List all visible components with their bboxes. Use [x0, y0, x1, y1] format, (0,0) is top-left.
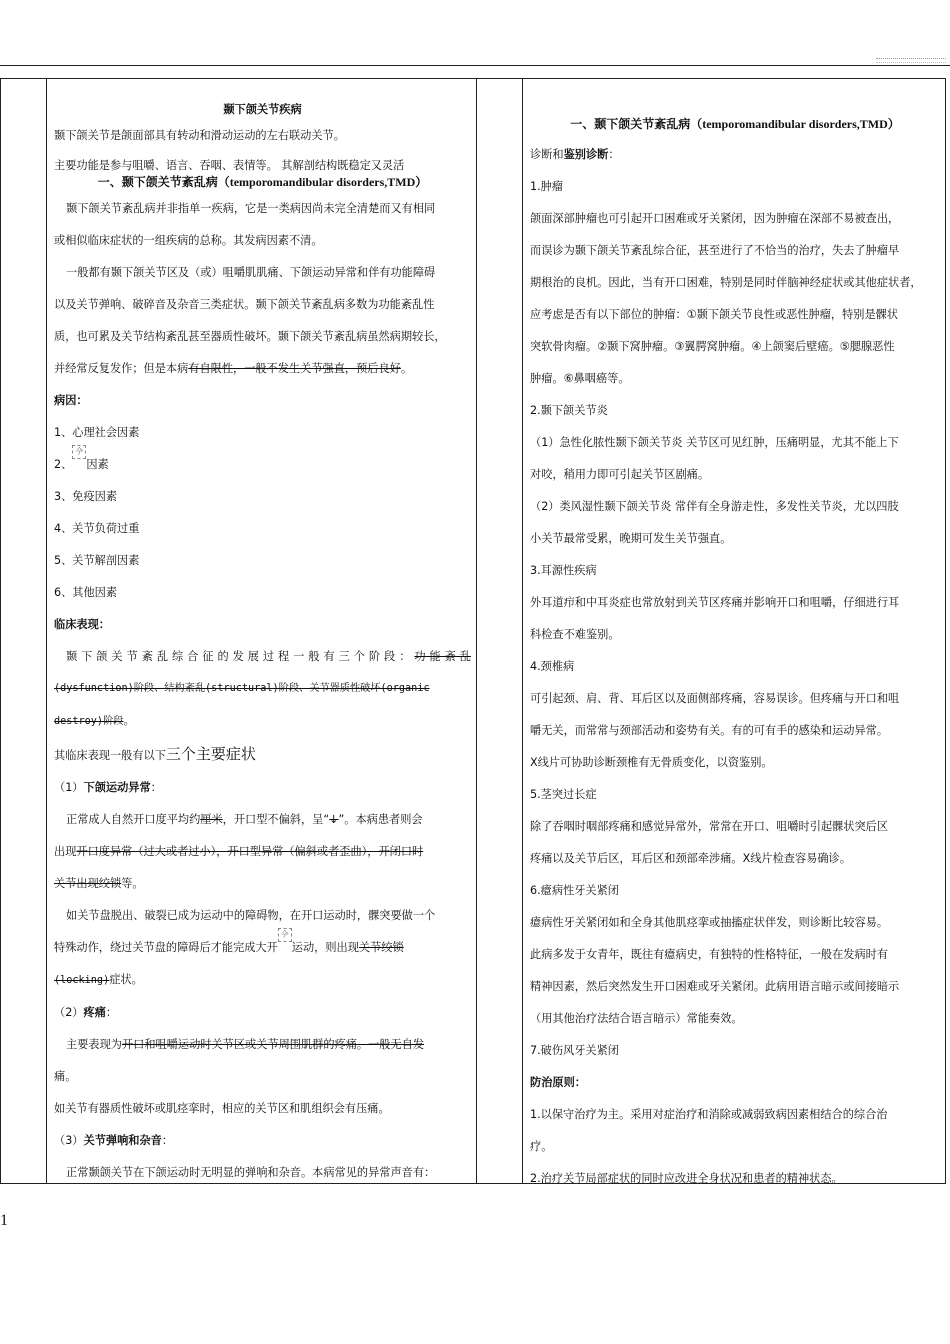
cause-item-6: 6、其他因素 [54, 586, 118, 599]
symptom-1-line-5-b: 运动，则出现 [291, 941, 359, 954]
styloid-line-2: 疼痛以及关节后区，耳后区和颈部牵涉痛。X线片检查容易确诊。 [530, 852, 851, 865]
three-symptoms-text: 其临床表现一般有以下 [54, 749, 166, 762]
cause-item-5: 5、关节解剖因素 [54, 554, 140, 567]
cause-item-1: 1、心理社会因素 [54, 426, 140, 439]
arthritis-line-4: 小关节最常受累，晚期可发生关节强直。 [530, 532, 732, 545]
general-line-4-struck: 有自限性，一般不发生关节强直，预后良好 [188, 362, 401, 375]
otogenic-line-1: 外耳道疖和中耳炎症也常放射到关节区疼痛并影响开口和咀嚼，仔细进行耳 [530, 596, 900, 609]
symptom-2-line-1-a: 主要表现为 [66, 1038, 122, 1051]
stage-line-3-struck: destroy)阶段 [54, 716, 124, 727]
cause-item-2-text: 因素 [86, 458, 109, 471]
symptom-1-line-3-struck: 关节出现绞锁 [54, 877, 122, 890]
stage-line-3 [54, 705, 471, 738]
right-column [530, 79, 940, 1183]
symptom-1-line-5-struck: 关节绞锁 [358, 941, 404, 954]
general-line-3: 质，也可累及关节结构紊乱甚至器质性破坏。颞下颌关节紊乱病虽然病期较长， [54, 330, 446, 343]
symptom-2-line-1 [54, 1029, 471, 1061]
symptom-2-title: 疼痛 [83, 1006, 106, 1019]
intro-line-1: 颞下颌关节是颌面部具有转动和滑动运动的左右联动关节。 [54, 129, 345, 142]
prevention-line-1: 1.以保守治疗为主。采用对症治疗和消除或减弱致病因素相结合的综合治 [530, 1108, 888, 1121]
tumor-line-2: 而误诊为颞下颌关节紊乱综合征，甚至进行了不恰当的治疗，失去了肿瘤早 [530, 244, 900, 257]
hysteric-line-4: （用其他治疗法结合语言暗示）常能奏效。 [530, 1012, 743, 1025]
hysteric-heading: 6.癔病性牙关紧闭 [530, 884, 619, 897]
doc-title: 颞下颌关节疾病 [223, 103, 302, 116]
stage-line-1 [54, 641, 471, 673]
document-table [0, 78, 946, 1184]
cause-item-2 [54, 449, 471, 481]
stage-line-1-struck: 功能紊乱 [414, 650, 471, 663]
symptom-1-title: 下颌运动异常 [83, 781, 151, 794]
prevention-line-2: 疗。 [530, 1140, 553, 1153]
symptom-1-line-1-c: ，开口型不偏斜，呈“ [222, 813, 330, 826]
symptom-1-colon: ： [150, 781, 162, 794]
table-border-right [945, 79, 946, 1183]
cause-item-2-number: 2、 [54, 458, 73, 471]
diagnosis-heading-a: 诊断和 [530, 148, 564, 161]
section-heading-tmd: 一、颞下颌关节紊乱病（temporomandibular disorders,TMD） [97, 175, 428, 189]
symptom-2-heading [54, 997, 471, 1029]
symptom-1-line-2-struck: 开口度异常（过大或者过小），开口型异常（偏斜或者歪曲），开闭口时 [76, 845, 424, 858]
styloid-heading: 5.茎突过长症 [530, 788, 597, 801]
symptom-1-line-6-end: 症状。 [109, 973, 143, 986]
diagnosis-heading-c: ： [608, 148, 620, 161]
definition-line-2: 或相似临床症状的一组疾病的总称。其发病因素不清。 [54, 234, 323, 247]
table-divider-2 [476, 79, 477, 1183]
symptom-3-line-1: 正常颞颌关节在下颌运动时无明显的弹响和杂音。本病常见的异常声音有： [66, 1166, 436, 1179]
tumor-line-1: 颌面深部肿瘤也可引起开口困难或牙关紧闭，因为肿瘤在深部不易被查出， [530, 212, 900, 225]
otogenic-heading: 3.耳源性疾病 [530, 564, 597, 577]
symptom-3-title: 关节弹响和杂音 [83, 1134, 162, 1147]
down-arrow-icon: ↓ [329, 813, 339, 826]
general-line-1: 一般都有颞下颌关节区及（或）咀嚼肌肌痛、下颌运动异常和伴有功能障碍 [66, 266, 436, 279]
tumor-line-6: 肿瘤。⑥鼻咽癌等。 [530, 372, 630, 385]
symptom-1-line-6-struck: (locking) [54, 975, 110, 986]
cause-item-4: 4、关节负荷过重 [54, 522, 140, 535]
table-divider-1 [46, 79, 47, 1183]
clinical-heading: 临床表现： [54, 618, 110, 631]
styloid-line-1: 除了吞咽时咽部疼痛和感觉异常外，常常在开口、咀嚼时引起髁状突后区 [530, 820, 889, 833]
tumor-line-3: 期根治的良机。因此，当有开口困难，特别是同时伴脑神经症状或其他症状者， [530, 276, 922, 289]
symptom-2-colon: ： [105, 1006, 118, 1019]
symptom-1-heading [54, 772, 471, 804]
symptom-1-line-2-a: 出现 [54, 845, 77, 858]
symptom-1-line-3 [54, 868, 471, 900]
cervical-line-2: 嚼无关，而常常与颈部活动和姿势有关。有的可有手的感染和运动异常。 [530, 724, 889, 737]
symptom-1-line-1-e: ”。本病患者则会 [338, 813, 423, 826]
hysteric-line-2: 此病多发于女青年，既往有癔病史，有独特的性格特征，一般在发病时有 [530, 948, 889, 961]
symptom-1-line-5 [54, 932, 471, 964]
prevention-heading: 防治原则： [530, 1076, 586, 1089]
general-line-2: 以及关节弹响、破碎音及杂音三类症状。颞下颌关节紊乱病多数为功能紊乱性 [54, 298, 435, 311]
cervical-heading: 4.颈椎病 [530, 660, 575, 673]
definition-line-1: 颞下颌关节紊乱病并非指单一疾病，它是一类病因尚未完全清楚而又有相同 [66, 202, 436, 215]
general-line-4-text: 并经常反复发作；但是本病 [54, 362, 189, 375]
symptom-1-line-1-struck: 厘米 [200, 813, 223, 826]
tumor-heading: 1.肿瘤 [530, 180, 564, 193]
hysteric-line-3: 精神因素，然后突然发生开口困难或牙关紧闭。此病用语言暗示或间接暗示 [530, 980, 900, 993]
symptom-1-line-4: 如关节盘脱出、破裂已成为运动中的障碍物，在开口运动时，髁突要做一个 [66, 909, 436, 922]
page-number: 1 [0, 1212, 8, 1229]
stage-line-1-text: 颞下颌关节紊乱综合征的发展过程一般有三个阶段： [66, 650, 415, 663]
tumor-line-5: 突软骨肉瘤。②颞下窝肿瘤。③翼腭窝肿瘤。④上颌窦后壁癌。⑤腮腺恶性 [530, 340, 895, 353]
symptom-2-line-1-struck: 开口和咀嚼运动时关节区或关节周围肌群的疼痛。一般无自发 [121, 1038, 425, 1051]
header-rule [0, 65, 950, 66]
tetanus-heading: 7.破伤风牙关紧闭 [530, 1044, 619, 1057]
symptom-1-line-2 [54, 836, 471, 868]
stage-line-3-end: 。 [123, 714, 135, 727]
table-divider-3 [522, 79, 523, 1183]
symptom-1-line-1-a: 正常成人自然开口度平均约 [66, 813, 201, 826]
cause-item-3: 3、免疫因素 [54, 490, 118, 503]
general-line-4-end: 。 [400, 362, 413, 375]
stage-line-2: (dysfunction)阶段、结构紊乱(structural)阶段、关节器质性破坏(organic [54, 683, 430, 694]
general-line-4 [54, 353, 471, 385]
symptom-1-number: （1） [54, 781, 84, 794]
otogenic-line-2: 科检查不难鉴别。 [530, 628, 620, 641]
symptom-1-line-3-end: 等。 [121, 877, 144, 890]
three-symptoms-line [54, 738, 471, 772]
three-symptoms-emphasis: 三个主要症状 [165, 745, 256, 763]
arthritis-line-2: 对咬，稍用力即可引起关节区剧痛。 [530, 468, 710, 481]
intro-line-2: 主要功能是参与咀嚼、语言、吞咽、表情等。 其解剖结构既稳定又灵活 [54, 159, 405, 172]
missing-glyph-icon: 𫝆 [72, 445, 86, 459]
arthritis-heading: 2.颞下颌关节炎 [530, 404, 608, 417]
arthritis-line-1: （1）急性化脓性颞下颌关节炎 关节区可见红肿，压痛明显，尤其不能上下 [530, 436, 899, 449]
cervical-line-1: 可引起颈、肩、背、耳后区以及面侧部疼痛，容易误诊。但疼痛与开口和咀 [530, 692, 900, 705]
symptom-3-number: （3） [54, 1134, 84, 1147]
symptom-3-heading [54, 1125, 471, 1157]
cause-heading: 病因： [54, 394, 88, 407]
symptom-2-line-3: 如关节有器质性破坏或肌痉挛时，相应的关节区和肌组织会有压痛。 [54, 1102, 390, 1115]
symptom-2-number: （2） [54, 1006, 84, 1019]
diagnosis-heading-b: 鉴别诊断 [563, 148, 609, 161]
symptom-1-line-6 [54, 964, 471, 997]
diagnosis-heading [530, 139, 940, 171]
right-section-heading-tmd: 一、颞下颌关节紊乱病（temporomandibular disorders,TMD） [570, 117, 900, 131]
symptom-1-line-5-a: 特殊动作，绕过关节盘的障碍后才能完成大开 [54, 941, 278, 954]
symptom-2-line-2: 痛。 [54, 1070, 77, 1083]
header-dotted-rule [876, 58, 946, 63]
left-column [54, 79, 471, 1183]
hysteric-line-1: 癔病性牙关紧闭如和全身其他肌痉挛或抽搐症状伴发，则诊断比较容易。 [530, 916, 889, 929]
table-border-left [0, 79, 1, 1183]
symptom-1-line-1 [54, 804, 471, 836]
tumor-line-4: 应考虑是否有以下部位的肿瘤：①颞下颌关节良性或恶性肿瘤，特别是髁状 [530, 308, 899, 321]
prevention-line-3: 2.治疗关节局部症状的同时应改进全身状况和患者的精神状态。 [530, 1172, 843, 1183]
arthritis-line-3: （2）类风湿性颞下颌关节炎 常伴有全身游走性，多发性关节炎，尤以四肢 [530, 500, 899, 513]
missing-glyph-icon-2: 𫝆 [278, 928, 292, 942]
symptom-3-colon: ： [161, 1134, 174, 1147]
cervical-line-3: X线片可协助诊断颈椎有无骨质变化，以资鉴别。 [530, 756, 773, 769]
